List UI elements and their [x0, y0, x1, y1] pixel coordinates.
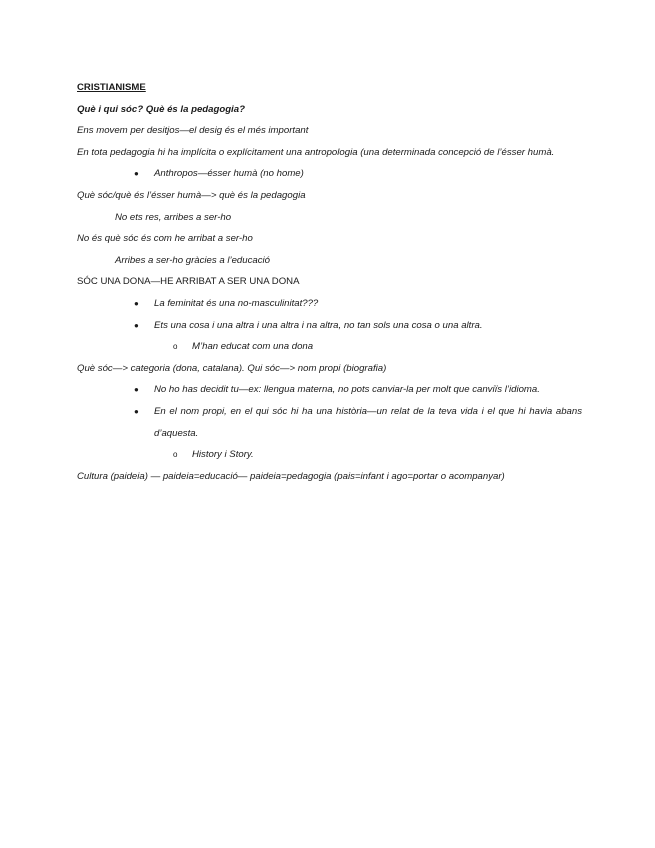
document-body: [77, 77, 582, 487]
bullet-text: Anthropos—ésser humà (no home): [154, 168, 304, 180]
paragraph: En tota pedagogia hi ha implícita o explícitament una antropologia (una determinada concepció de l’ésser humà.: [77, 146, 555, 158]
bullet-item: [77, 379, 582, 401]
paragraph: Ens movem per desitjos—el desig és el més important: [77, 125, 309, 137]
indented-line: No ets res, arribes a ser-ho: [115, 211, 232, 223]
sub-bullet-item: [77, 336, 582, 358]
sub-bullet-text: M’han educat com una dona: [192, 341, 314, 353]
paragraph: Què sóc—> categoria (dona, catalana). Qui sóc—> nom propi (biografia): [77, 362, 387, 374]
circle-bullet-icon: o: [173, 450, 178, 460]
paragraph: Cultura (paideia) — paideia=educació— paideia=pedagogia (pais=infant i ago=portar o acompanyar): [77, 470, 505, 482]
bullet-item: [77, 315, 582, 337]
sub-bullet-text: History i Story.: [192, 449, 254, 461]
sub-bullet-item: [77, 444, 582, 466]
bullet-text: En el nom propi, en el qui sóc hi ha una història—un relat de la teva vida i el que hi havia abans d’aquesta.: [154, 405, 582, 439]
bullet-text: La feminitat és una no-masculinitat???: [154, 297, 319, 309]
bullet-item: [77, 293, 582, 315]
bullet-item: [77, 401, 582, 444]
bullet-text: Ets una cosa i una altra i una altra i na altra, no tan sols una cosa o una altra.: [154, 319, 483, 331]
section-heading: SÓC UNA DONA—HE ARRIBAT A SER UNA DONA: [77, 276, 300, 288]
paragraph: No és què sóc és com he arribat a ser-ho: [77, 233, 253, 245]
bullet-icon: ●: [134, 169, 139, 179]
bullet-icon: ●: [134, 320, 139, 330]
circle-bullet-icon: o: [173, 342, 178, 352]
document-title: CRISTIANISME: [77, 82, 146, 93]
indented-line: Arribes a ser-ho gràcies a l’educació: [115, 254, 270, 266]
bullet-text: No ho has decidit tu—ex: llengua materna, no pots canviar-la per molt que canviïs l’idioma.: [154, 384, 540, 396]
bullet-icon: ●: [134, 406, 139, 416]
bullet-item: [77, 163, 582, 185]
paragraph: Què sóc/què és l’ésser humà—> què és la pedagogia: [77, 189, 306, 201]
bullet-icon: ●: [134, 385, 139, 395]
bullet-icon: ●: [134, 298, 139, 308]
document-subtitle: Què i qui sóc? Què és la pedagogia?: [77, 103, 245, 115]
